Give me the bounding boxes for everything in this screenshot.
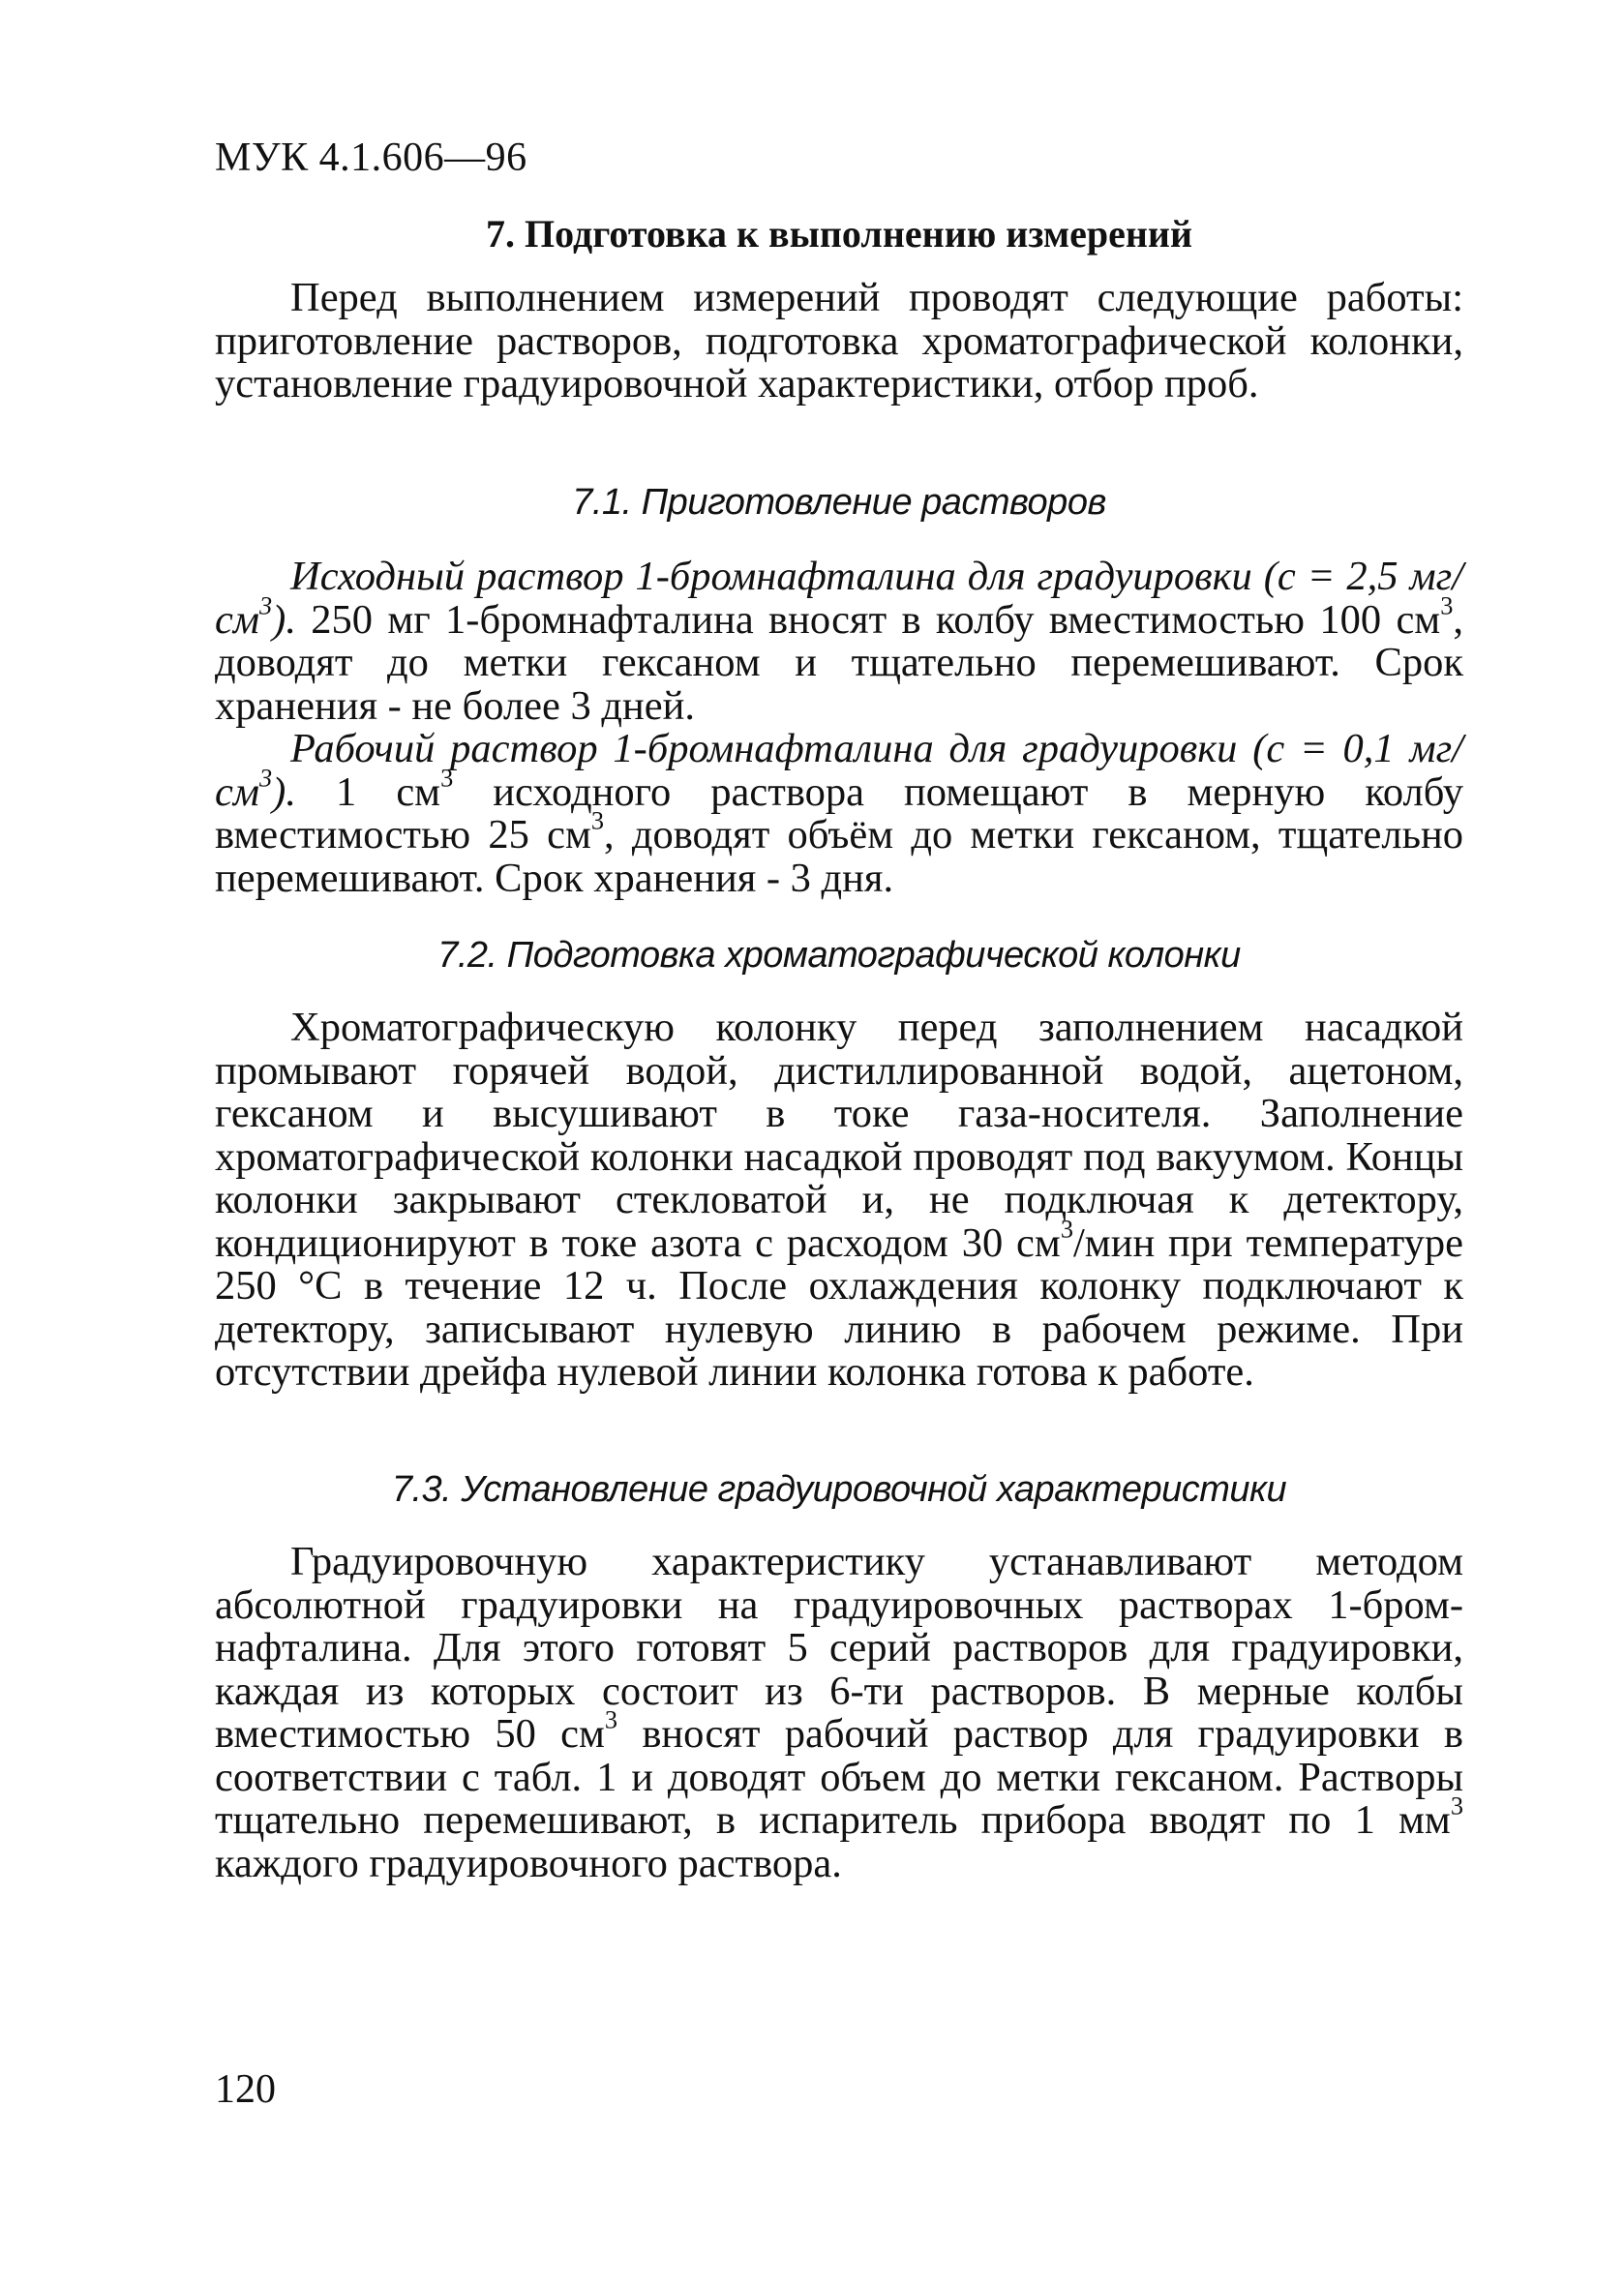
subsection-7-1-title: 7.1. Приготовление растворов — [572, 482, 1106, 523]
stock-solution-paragraph: Исходный раствор 1-бромнафталина для градуировки (с = 2,5 $мг/см^3$). 250 мг 1-бромнафталина вносят в колбу вместимостью 100 $см^3$, доводят до метки гексаном и тщательно перемешивают. Срок хранения - не более 3 дней. — [215, 554, 1463, 729]
working-solution-paragraph: Рабочий раствор 1-бромнафталина для градуировки (с = 0,1 $мг/см^3$). 1 $см^3$ исходного раствора помещают в мерную колбу вместимостью 25 $см^3$, доводят объём до метки гексаном, тщательно перемешивают. Срок хранения - 3 дня. — [215, 726, 1463, 901]
page-number: 120 — [215, 2067, 276, 2112]
subsection-7-2-title: 7.2. Подготовка хроматографической колонки — [437, 935, 1241, 976]
stock-solution-heading: Исходный раствор 1-бромнафталина для градуировки (с = 2,5 $мг/см^3$). — [215, 554, 1463, 643]
section-7-intro: Перед выполнением измерений проводят следующие работы: приготовление растворов, подготовка хроматографической колонки, установление градуировочной характеристики, отбор проб. — [215, 275, 1463, 406]
column-preparation-paragraph: Хроматографическую колонку перед заполнением насадкой промывают горячей водой, дистиллированной водой, ацетоном, гексаном и высушивают в токе газа-носителя. Заполнение хроматографической колонки насадкой проводят под вакуумом. Концы колонки закрывают стекловатой и, не подключая к детектору, кондиционируют в токе азота с расходом 30 $см^3$/мин при температуре 250 °С в течение 12 ч. После охлаждения колонку подключают к детектору, записывают нулевую линию в рабочем режиме. При отсутствии дрейфа нулевой линии колонка готова к работе. — [215, 1005, 1463, 1395]
document-code: МУК 4.1.606—96 — [215, 135, 527, 180]
working-solution-heading: Рабочий раствор 1-бромнафталина для градуировки (с = 0,1 $мг/см^3$). — [215, 726, 1463, 815]
calibration-paragraph: Градуировочную характеристику устанавливают методом абсолютной градуировки на градуировочных растворах 1-бромнафталина. Для этого готовят 5 серий растворов для градуировки, каждая из которых состоит из 6-ти растворов. В мерные колбы вместимостью 50 $см^3$ вносят рабочий раствор для градуировки в соответствии с табл. 1 и доводят объем до метки гексаном. Растворы тщательно перемешивают, в испаритель прибора вводят по 1 $мм^3$ каждого градуировочного раствора. — [215, 1539, 1463, 1886]
subsection-7-3-title: 7.3. Установление градуировочной характеристики — [391, 1469, 1287, 1510]
section-7-title: 7. Подготовка к выполнению измерений — [486, 212, 1192, 256]
